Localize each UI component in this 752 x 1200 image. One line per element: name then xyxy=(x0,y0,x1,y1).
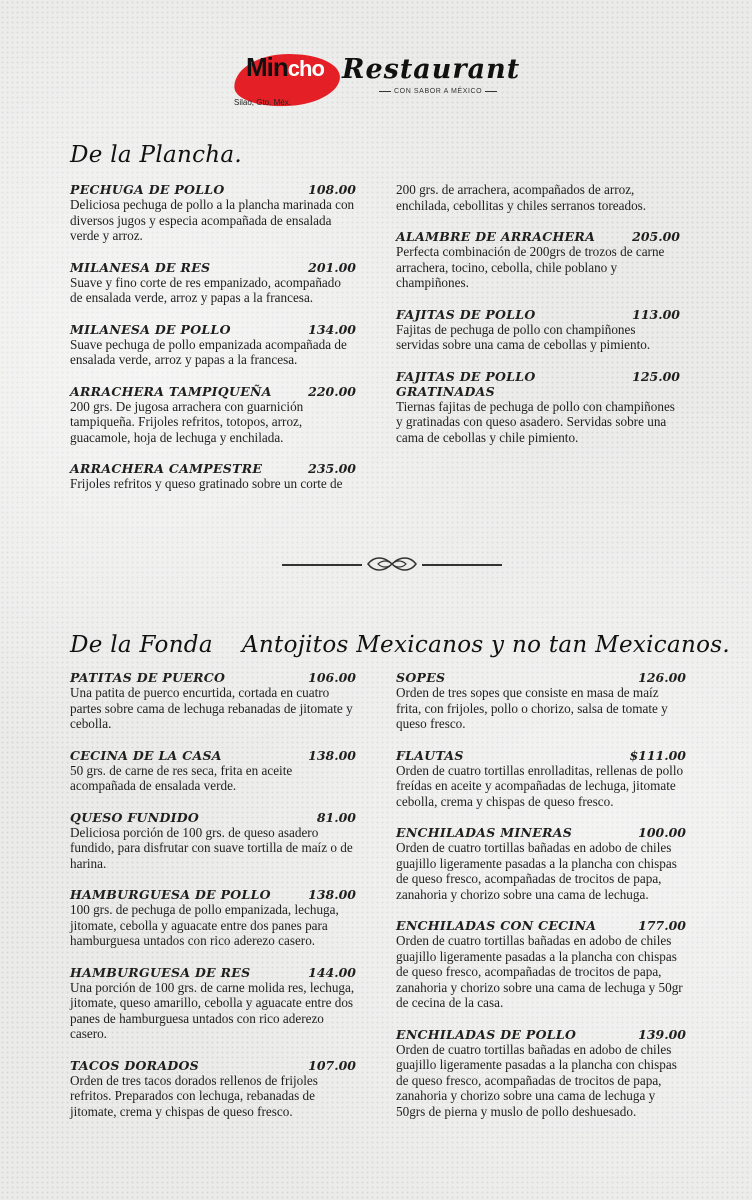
menu-item-header xyxy=(70,965,356,980)
menu-item-name: ENCHILADAS CON CECINA xyxy=(396,918,597,933)
menu-item-header xyxy=(70,748,356,763)
menu-item-header xyxy=(396,1027,686,1042)
menu-item xyxy=(70,810,356,872)
menu-item-price: 108.00 xyxy=(308,182,356,197)
menu-item-name: HAMBURGUESA DE POLLO xyxy=(70,887,271,902)
menu-item-price: 134.00 xyxy=(308,321,356,337)
menu-item-description: Orden de tres sopes que consiste en masa de maíz frita, con frijoles, pollo o chorizo, salsa de tomate y queso fresco. xyxy=(396,685,668,731)
menu-item-name: PECHUGA DE POLLO xyxy=(70,182,225,197)
menu-item-header xyxy=(396,307,680,322)
menu-item-price: $111.00 xyxy=(629,747,686,763)
brand-name: Restaurant xyxy=(342,54,521,85)
menu-item-header xyxy=(70,887,356,902)
menu-item-description: 100 grs. de pechuga de pollo empanizada, lechuga, jitomate, cebolla y aguacate entre dos panes para hamburguesa untados con rico aderezo casero. xyxy=(70,902,339,948)
menu-item-price: 107.00 xyxy=(308,1057,356,1073)
menu-item-description: 200 grs. De jugosa arrachera con guarnición tampiqueña. Frijoles refritos, totopos, arroz, guacamole, hoja de lechuga y enchilada. xyxy=(70,398,304,445)
menu-item-name: TACOS DORADOS xyxy=(70,1057,200,1073)
menu-item-name: CECINA DE LA CASA xyxy=(70,747,222,763)
plancha-right-column xyxy=(396,182,680,461)
menu-item-price: 177.00 xyxy=(638,918,686,933)
menu-item-header xyxy=(396,918,686,933)
section-title-plancha: De la Plancha. xyxy=(70,142,243,168)
menu-item xyxy=(70,322,356,368)
menu-item-description: Orden de cuatro tortillas bañadas en adobo de chiles guajillo ligeramente pasadas a la plancha con chispas de queso fresco, acompañadas de trocitos de papa, zanahoria y chorizo sobre una cama de lechuga. xyxy=(396,840,677,902)
menu-item-price: 126.00 xyxy=(638,670,686,685)
menu-item-description: Una patita de puerco encurtida, cortada en cuatro partes sobre cama de lechuga rebanadas de jitomate y cebolla. xyxy=(70,685,353,731)
menu-item-price: 106.00 xyxy=(308,670,356,685)
menu-item-price: 139.00 xyxy=(638,1026,686,1042)
menu-item-name: ARRACHERA CAMPESTRE xyxy=(70,461,263,476)
menu-item-name: SOPES xyxy=(396,670,446,685)
menu-item-price: 138.00 xyxy=(308,887,356,902)
menu-item-header xyxy=(70,260,356,275)
menu-item-price: 144.00 xyxy=(308,964,356,980)
menu-item-header xyxy=(70,670,356,685)
menu-item xyxy=(70,461,356,492)
menu-item-header xyxy=(396,229,680,244)
menu-item xyxy=(396,1027,686,1120)
menu-item-price: 100.00 xyxy=(638,825,686,840)
menu-item xyxy=(70,670,356,732)
menu-item-header xyxy=(396,825,686,840)
menu-item-description: Perfecta combinación de 200grs de trozos de carne arrachera, tocino, cebolla, chile poblano y champiñones. xyxy=(396,244,665,290)
section-title-fonda: De la Fonda xyxy=(70,632,213,658)
menu-item xyxy=(396,369,680,446)
menu-item-description: Suave y fino corte de res empanizado, acompañado de ensalada verde, arroz y papas a la francesa. xyxy=(70,274,341,305)
menu-item-description: Suave pechuga de pollo empanizada acompañada de ensalada verde, arroz y papas a la francesa. xyxy=(70,336,347,367)
menu-item-name: MILANESA DE RES xyxy=(70,259,211,275)
menu-item-header xyxy=(70,461,356,476)
menu-item-header xyxy=(396,369,680,399)
logo-location: Silao, Gto. Méx. xyxy=(234,98,291,107)
menu-item-name: FAJITAS DE POLLO GRATINADAS xyxy=(396,368,536,399)
menu-item xyxy=(70,1058,356,1120)
menu-item-name: ENCHILADAS DE POLLO xyxy=(396,1026,577,1042)
menu-item-description: Frijoles refritos y queso gratinado sobre un corte de xyxy=(70,476,343,491)
menu-item-name: QUESO FUNDIDO xyxy=(70,809,200,825)
item-continued-description: 200 grs. de arrachera, acompañados de arroz, enchilada, cebollitas y chiles serranos toreados. xyxy=(396,182,647,213)
fonda-column xyxy=(70,670,356,1135)
menu-item-price: 125.00 xyxy=(632,368,680,384)
menu-item-description: Una porción de 100 grs. de carne molida res, lechuga, jitomate, queso amarillo, cebolla y aguacate entre dos panes de hamburguesa untados con rico aderezo casero. xyxy=(70,979,355,1041)
menu-item-name: PATITAS DE PUERCO xyxy=(70,670,226,685)
restaurant-header xyxy=(230,50,530,114)
menu-item xyxy=(396,918,686,1011)
menu-item-price: 201.00 xyxy=(308,259,356,275)
menu-item-description: Orden de cuatro tortillas bañadas en adobo de chiles guajillo ligeramente pasadas a la plancha con chispas de queso fresco, acompañadas de trocitos de papa, zanahoria y chorizo sobre una cama de lechuga y 50grs de pierna y muslo de pollo deshuesado. xyxy=(396,1041,677,1119)
menu-item-header xyxy=(70,182,356,197)
menu-item-header xyxy=(396,670,686,685)
menu-item-description: Fajitas de pechuga de pollo con champiñones servidas sobre una cama de cebollas y pimiento. xyxy=(396,321,651,352)
menu-item xyxy=(396,825,686,902)
menu-item-price: 205.00 xyxy=(632,229,680,244)
menu-item-header xyxy=(70,322,356,337)
menu-item-description: Deliciosa pechuga de pollo a la plancha marinada con diversos jugos y especia acompañada de ensalada verde y arroz. xyxy=(70,197,355,243)
menu-item-description: 50 grs. de carne de res seca, frita en aceite acompañada de ensalada verde. xyxy=(70,762,293,793)
menu-item xyxy=(396,229,680,291)
menu-item xyxy=(396,748,686,810)
menu-item-name: FLAUTAS xyxy=(396,747,464,763)
menu-item-name: ALAMBRE DE ARRACHERA xyxy=(396,229,596,244)
menu-item xyxy=(70,260,356,306)
ornament-icon xyxy=(364,554,420,574)
menu-item-header xyxy=(70,1058,356,1073)
menu-item xyxy=(396,670,686,732)
menu-item-description: Tiernas fajitas de pechuga de pollo con champiñones y gratinadas con queso asadero. Servidas sobre una cama de cebollas y chile pimiento. xyxy=(396,398,675,445)
menu-item xyxy=(396,307,680,353)
menu-item-description: Orden de cuatro tortillas bañadas en adobo de chiles guajillo ligeramente pasadas a la plancha con chispas de queso fresco, acompañadas de trocitos de papa, zanahoria y chorizo sobre una cama de lechuga y 50gr de cecina de la casa. xyxy=(396,933,683,1010)
menu-item xyxy=(70,748,356,794)
menu-item-price: 138.00 xyxy=(308,747,356,763)
menu-item xyxy=(70,384,356,446)
menu-item-description: Deliciosa porción de 100 grs. de queso asadero fundido, para disfrutar con suave tortilla de maíz o de harina. xyxy=(70,824,353,871)
menu-item-name: MILANESA DE POLLO xyxy=(70,321,231,337)
menu-item-header xyxy=(70,384,356,399)
menu-item-header xyxy=(396,748,686,763)
logo-wordmark: Mincho xyxy=(246,52,324,82)
menu-item-price: 235.00 xyxy=(308,461,356,476)
menu-item-name: HAMBURGUESA DE RES xyxy=(70,964,251,980)
menu-item-price: 113.00 xyxy=(632,306,680,322)
menu-item-name: FAJITAS DE POLLO xyxy=(396,306,536,322)
menu-item-name: ENCHILADAS MINERAS xyxy=(396,825,573,840)
section-title-antojitos: Antojitos Mexicanos y no tan Mexicanos. xyxy=(242,632,730,658)
menu-item-name: ARRACHERA TAMPIQUEÑA xyxy=(70,383,272,399)
menu-item-price: 81.00 xyxy=(316,809,356,825)
menu-item-description: Orden de tres tacos dorados rellenos de frijoles refritos. Preparados con lechuga, rebanadas de jitomate, crema y chispas de queso fresco. xyxy=(70,1072,318,1119)
menu-item xyxy=(70,887,356,949)
brand-tagline: CON SABOR A MÉXICO xyxy=(376,88,500,95)
menu-item-price: 220.00 xyxy=(308,383,356,399)
plancha-left-column xyxy=(70,182,356,508)
antojitos-column xyxy=(396,670,686,1135)
menu-item-header xyxy=(70,810,356,825)
menu-item xyxy=(70,965,356,1042)
menu-item xyxy=(70,182,356,244)
section-divider xyxy=(282,554,502,574)
menu-item-description: Orden de cuatro tortillas enrolladitas, rellenas de pollo freídas en aceite y acompañadas de lechuga, jitomate cebolla, crema y chispas de queso fresco. xyxy=(396,762,684,809)
